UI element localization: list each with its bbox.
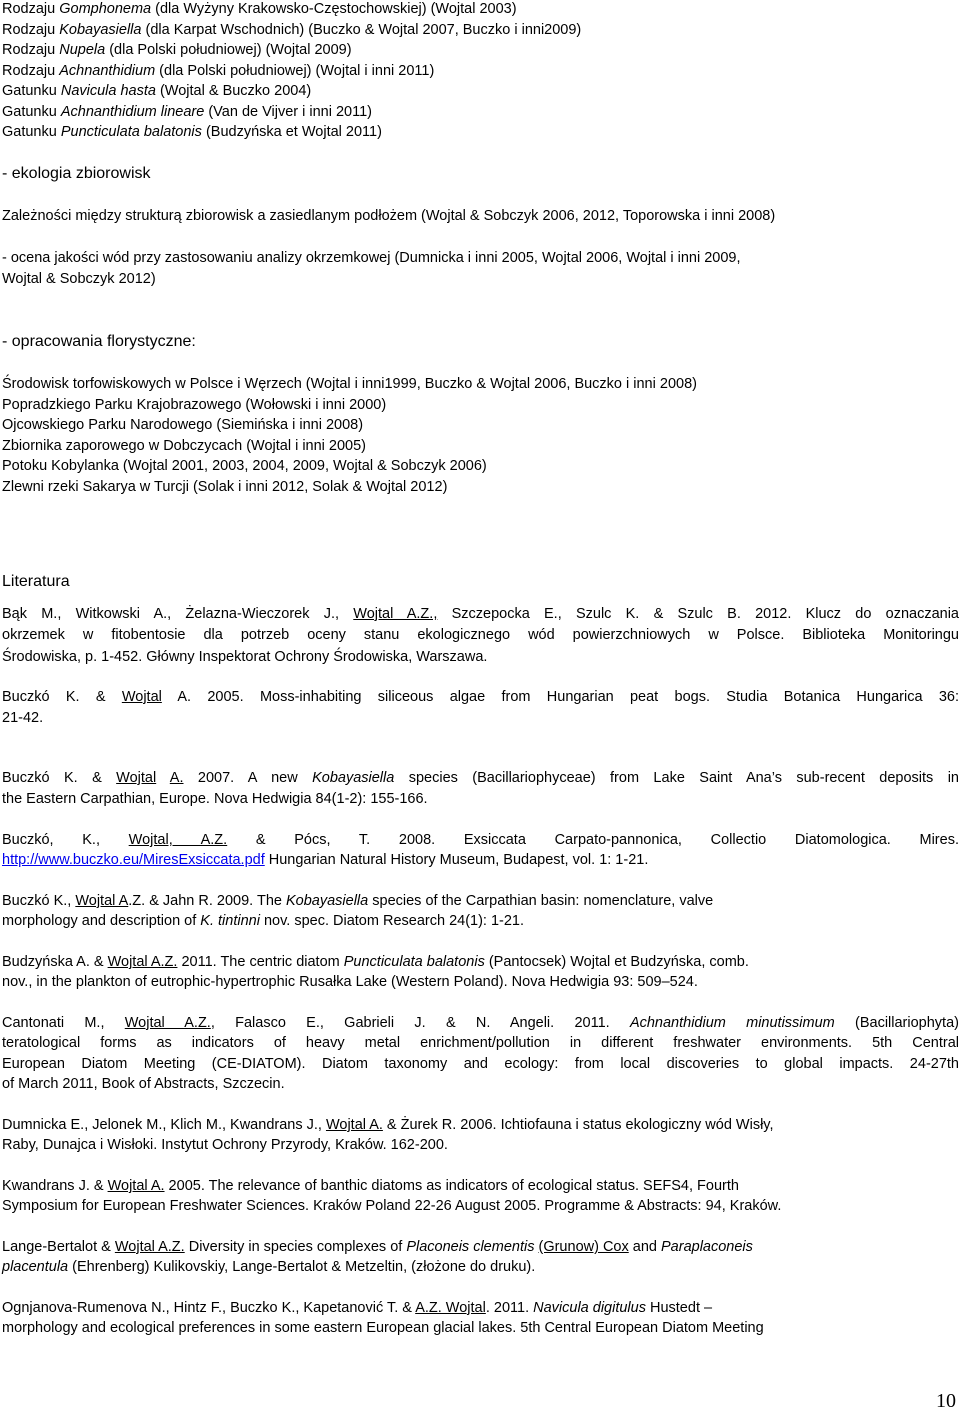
taxon-line: Gatunku Puncticulata balatonis (Budzyńska et Wojtal 2011) bbox=[2, 124, 382, 140]
reference-line: placentula (Ehrenberg) Kulikovskiy, Lange-Bertalot & Metzeltin, (złożone do druku). bbox=[2, 1259, 536, 1275]
taxon-line: Rodzaju Achnanthidium (dla Polski południowej) (Wojtal i inni 2011) bbox=[2, 63, 435, 79]
reference-line: okrzemek w fitobentosie dla potrzeb oceny stanu ekologicznego wód powierzchniowych w Polsce. Biblioteka Monitoringu bbox=[2, 627, 959, 643]
reference-line: Środowiska, p. 1-452. Główny Inspektorat Ochrony Środowiska, Warszawa. bbox=[2, 649, 488, 665]
flora-item: Środowisk torfowiskowych w Polsce i Węrzech (Wojtal i inni1999, Buczko & Wojtal 2006, Buczko i inni 2008) bbox=[2, 376, 697, 392]
section-heading-flora: - opracowania florystyczne: bbox=[2, 333, 196, 350]
page-number: 10 bbox=[936, 1390, 956, 1412]
flora-item: Ojcowskiego Parku Narodowego (Siemińska i inni 2008) bbox=[2, 417, 364, 433]
ekologia-line: Wojtal & Sobczyk 2012) bbox=[2, 271, 156, 287]
reference-line: Cantonati M., Wojtal A.Z., Falasco E., Gabrieli J. & N. Angeli. 2011. Achnanthidium minutissimum (Bacillariophyta) bbox=[2, 1015, 959, 1031]
reference-line: Raby, Dunajca i Wisłoki. Instytut Ochrony Przyrody, Kraków. 162-200. bbox=[2, 1137, 448, 1153]
reference-link[interactable]: http://www.buczko.eu/MiresExsiccata.pdf bbox=[2, 852, 265, 868]
ekologia-line: - ocena jakości wód przy zastosowaniu analizy okrzemkowej (Dumnicka i inni 2005, Wojtal 2006, Wojtal i inni 2009, bbox=[2, 250, 741, 266]
reference-line: Buczkó K., Wojtal A.Z. & Jahn R. 2009. The Kobayasiella species of the Carpathian basin: nomenclature, valve bbox=[2, 893, 714, 909]
ekologia-line: Zależności między strukturą zbiorowisk a zasiedlanym podłożem (Wojtal & Sobczyk 2006, 2012, Toporowska i inni 2008) bbox=[2, 208, 776, 224]
reference-line: morphology and description of K. tintinni nov. spec. Diatom Research 24(1): 1-21. bbox=[2, 913, 525, 929]
reference-line: morphology and ecological preferences in some eastern European glacial lakes. 5th Central European Diatom Meeting bbox=[2, 1320, 764, 1336]
flora-item: Zbiornika zaporowego w Dobczycach (Wojtal i inni 2005) bbox=[2, 438, 367, 454]
reference-line: of March 2011, Book of Abstracts, Szczecin. bbox=[2, 1076, 285, 1092]
reference-line: the Eastern Carpathian, Europe. Nova Hedwigia 84(1-2): 155-166. bbox=[2, 791, 428, 807]
reference-line: Budzyńska A. & Wojtal A.Z. 2011. The centric diatom Puncticulata balatonis (Pantocsek) Wojtal et Budzyńska, comb. bbox=[2, 954, 749, 970]
flora-item: Zlewni rzeki Sakarya w Turcji (Solak i inni 2012, Solak & Wojtal 2012) bbox=[2, 479, 448, 495]
flora-item: Potoku Kobylanka (Wojtal 2001, 2003, 2004, 2009, Wojtal & Sobczyk 2006) bbox=[2, 458, 487, 474]
reference-line: Buczkó K. & Wojtal A. 2005. Moss-inhabiting siliceous algae from Hungarian peat bogs. Studia Botanica Hungarica 36: bbox=[2, 689, 959, 705]
reference-line: Lange-Bertalot & Wojtal A.Z. Diversity in species complexes of Placoneis clementis (Grunow) Cox and Paraplaconeis bbox=[2, 1239, 753, 1255]
reference-line: teratological forms as indicators of heavy metal enrichment/pollution in different freshwater environments. 5th Central bbox=[2, 1035, 959, 1051]
reference-line: Bąk M., Witkowski A., Żelazna-Wieczorek J., Wojtal A.Z., Szczepocka E., Szulc K. & Szulc B. 2012. Klucz do oznaczania bbox=[2, 606, 959, 622]
reference-line: Kwandrans J. & Wojtal A. 2005. The relevance of banthic diatoms as indicators of ecological status. SEFS4, Fourth bbox=[2, 1178, 739, 1194]
reference-line: Symposium for European Freshwater Sciences. Kraków Poland 22-26 August 2005. Programme & Abstracts: 94, Kraków. bbox=[2, 1198, 782, 1214]
section-heading-ekologia: - ekologia zbiorowisk bbox=[2, 165, 151, 182]
reference-line: Ognjanova-Rumenova N., Hintz F., Buczko K., Kapetanović T. & A.Z. Wojtal. 2011. Navicula digitulus Hustedt – bbox=[2, 1300, 713, 1316]
reference-line: Buczkó, K., Wojtal, A.Z. & Pócs, T. 2008. Exsiccata Carpato-pannonica, Collectio Diatomologica. Mires. bbox=[2, 832, 959, 848]
taxon-line: Rodzaju Gomphonema (dla Wyżyny Krakowsko-Częstochowskiej) (Wojtal 2003) bbox=[2, 1, 517, 17]
reference-line: European Diatom Meeting (CE-DIATOM). Diatom taxonomy and ecology: from local discoveries to global impacts. 24-27th bbox=[2, 1056, 959, 1072]
taxon-line: Rodzaju Kobayasiella (dla Karpat Wschodnich) (Buczko & Wojtal 2007, Buczko i inni2009) bbox=[2, 22, 582, 38]
reference-line: Dumnicka E., Jelonek M., Klich M., Kwandrans J., Wojtal A. & Żurek R. 2006. Ichtiofauna i status ekologiczny wód Wisły, bbox=[2, 1117, 774, 1133]
section-heading-literatura: Literatura bbox=[2, 573, 70, 590]
taxon-line: Gatunku Navicula hasta (Wojtal & Buczko 2004) bbox=[2, 83, 312, 99]
taxon-line: Gatunku Achnanthidium lineare (Van de Vijver i inni 2011) bbox=[2, 104, 372, 120]
flora-item: Popradzkiego Parku Krajobrazowego (Wołowski i inni 2000) bbox=[2, 397, 387, 413]
reference-line: Buczkó K. & Wojtal A. 2007. A new Kobayasiella species (Bacillariophyceae) from Lake Saint Ana’s sub-recent deposits in bbox=[2, 770, 959, 786]
taxon-line: Rodzaju Nupela (dla Polski południowej) (Wojtal 2009) bbox=[2, 42, 352, 58]
reference-line: nov., in the plankton of eutrophic-hypertrophic Rusałka Lake (Western Poland). Nova Hedwigia 93: 509–524. bbox=[2, 974, 698, 990]
reference-line: http://www.buczko.eu/MiresExsiccata.pdf Hungarian Natural History Museum, Budapest, vol. 1: 1-21. bbox=[2, 852, 649, 868]
reference-line: 21-42. bbox=[2, 710, 44, 726]
